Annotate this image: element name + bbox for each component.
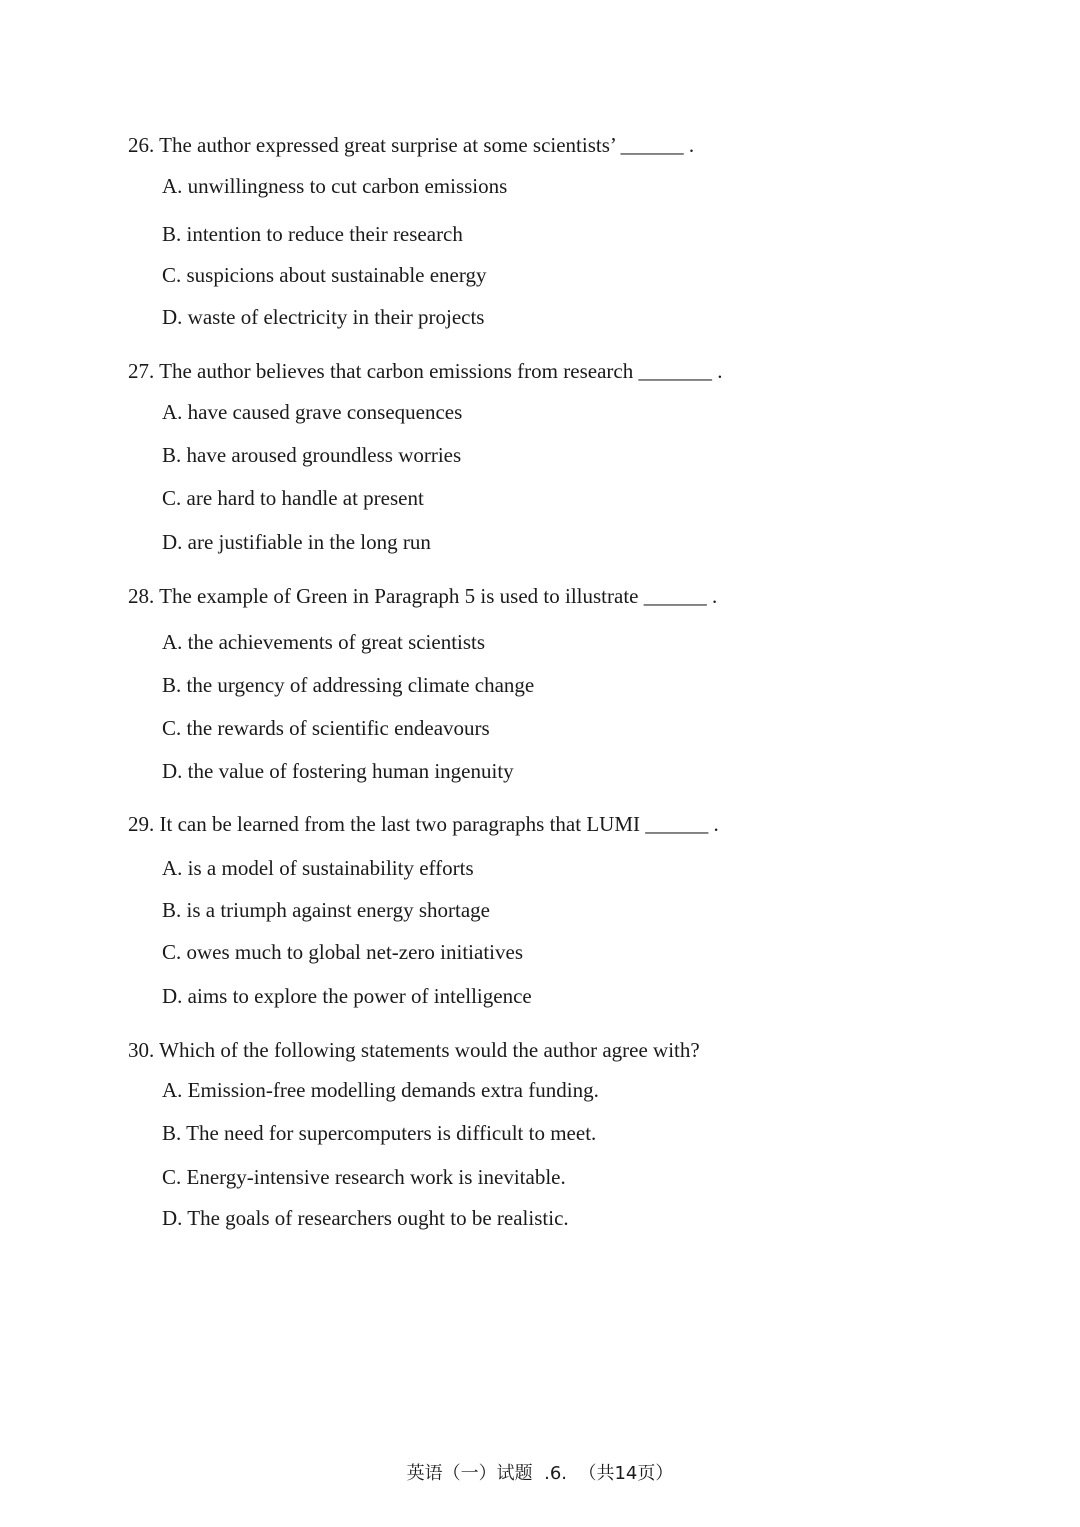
option-b: B. The need for supercomputers is difficult to meet. <box>162 1121 597 1145</box>
option-d: D. aims to explore the power of intelligence <box>162 984 532 1008</box>
option-a: A. unwillingness to cut carbon emissions <box>162 174 508 198</box>
option-c: C. Energy-intensive research work is inevitable. <box>162 1165 566 1189</box>
option-b: B. have aroused groundless worries <box>162 443 462 467</box>
option-d: D. The goals of researchers ought to be realistic. <box>162 1206 569 1230</box>
option-c: C. owes much to global net-zero initiatives <box>162 940 523 964</box>
option-a: A. is a model of sustainability efforts <box>162 856 474 880</box>
question-stem: 27. The author believes that carbon emissions from research _______ . <box>128 359 723 383</box>
option-d: D. are justifiable in the long run <box>162 530 431 554</box>
option-b: B. the urgency of addressing climate change <box>162 673 535 697</box>
option-c: C. are hard to handle at present <box>162 486 424 510</box>
option-a: A. have caused grave consequences <box>162 400 463 424</box>
option-c: C. suspicions about sustainable energy <box>162 263 487 287</box>
option-d: D. the value of fostering human ingenuity <box>162 759 514 783</box>
question-stem: 29. It can be learned from the last two paragraphs that LUMI ______ . <box>128 812 719 836</box>
option-d: D. waste of electricity in their projects <box>162 305 485 329</box>
option-a: A. Emission-free modelling demands extra funding. <box>162 1078 599 1102</box>
option-b: B. intention to reduce their research <box>162 222 463 246</box>
option-a: A. the achievements of great scientists <box>162 630 486 654</box>
option-b: B. is a triumph against energy shortage <box>162 898 490 922</box>
question-stem: 30. Which of the following statements would the author agree with? <box>128 1038 700 1062</box>
option-c: C. the rewards of scientific endeavours <box>162 716 490 740</box>
question-stem: 28. The example of Green in Paragraph 5 is used to illustrate ______ . <box>128 584 718 608</box>
question-stem: 26. The author expressed great surprise at some scientists’ ______ . <box>128 133 695 157</box>
page-footer: 英语（一）试题 .6. （共14页） <box>406 1463 674 1484</box>
